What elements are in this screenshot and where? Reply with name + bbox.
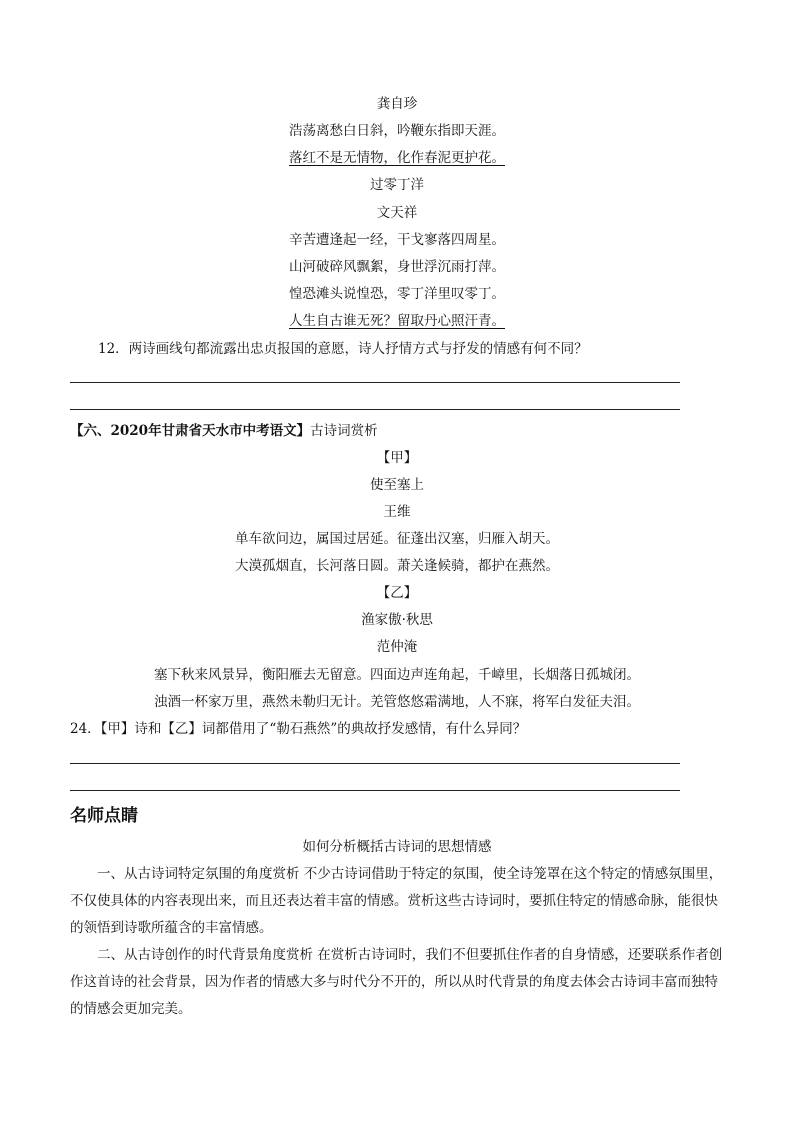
- jia-title: 使至塞上: [370, 477, 424, 493]
- yi-line-2: 浊酒一杯家万里，燕然未勒归无计。羌管悠悠霜满地，人不寐，将军白发征夫泪。: [154, 694, 640, 710]
- tips-paragraph-2: 二、从古诗创作的时代背景角度赏析 在赏析古诗词时，我们不但要抓住作者的自身情感，还要联系作者创作这首诗的社会背景，因为作者的情感大多与时代分不开的，所以从时代背景的角度去体会古诗词丰富而独特的情感会更加完美。: [70, 947, 723, 1017]
- section-6-source: 【六、2020年甘肃省天水市中考语文】: [70, 423, 311, 439]
- answer-line: [70, 790, 680, 791]
- underlined-verse: 落红不是无情物，化作春泥更护花。: [289, 150, 505, 166]
- section-6-header: [70, 422, 378, 440]
- yi-author: 范仲淹: [376, 639, 418, 655]
- question-12: 12．两诗画线句都流露出忠贞报国的意愿，诗人抒情方式与抒发的情感有何不同？: [98, 341, 588, 357]
- underlined-verse: 人生自古谁无死？留取丹心照汗青。: [289, 313, 505, 329]
- poem1-line-2-underlined: [0, 149, 794, 167]
- tips-subtitle: 如何分析概括古诗词的思想情感: [302, 839, 492, 855]
- poem1-author: 龚自珍: [376, 96, 418, 112]
- answer-line: [70, 409, 680, 410]
- poem2-line-3: 惶恐滩头说惶恐，零丁洋里叹零丁。: [289, 286, 505, 302]
- jia-tag: 【甲】: [376, 450, 418, 466]
- jia-line-2: 大漠孤烟直，长河落日圆。萧关逢候骑，都护在燕然。: [235, 558, 559, 574]
- poem2-title: 过零丁洋: [370, 177, 424, 193]
- tips-heading: 名师点睛: [70, 806, 138, 826]
- poem2-line-4-underlined: [0, 312, 794, 330]
- tips-paragraph-1: 一、从古诗词特定氛围的角度赏析 不少古诗词借助于特定的氛围，使全诗笼罩在这个特定的情感氛围里，不仅使具体的内容表现出来，而且还表达着丰富的情感。赏析这些古诗词时，要抓住特定的情感命脉，能很快的领悟到诗歌所蕴含的丰富情感。: [70, 866, 723, 936]
- yi-tag: 【乙】: [376, 585, 418, 601]
- jia-author: 王维: [383, 504, 411, 520]
- yi-line-1: 塞下秋来风景异，衡阳雁去无留意。四面边声连角起，千嶂里，长烟落日孤城闭。: [154, 667, 640, 683]
- answer-line: [70, 382, 680, 383]
- poem1-line-1: 浩荡离愁白日斜，吟鞭东指即天涯。: [289, 123, 505, 139]
- tips-body: [70, 861, 724, 1023]
- poem2-line-1: 辛苦遭逢起一经，干戈寥落四周星。: [289, 232, 505, 248]
- section-6-title: 古诗词赏析: [310, 423, 378, 439]
- answer-line: [70, 763, 680, 764]
- jia-line-1: 单车欲问边，属国过居延。征蓬出汉塞，归雁入胡天。: [235, 531, 559, 547]
- poem2-line-2: 山河破碎风飘絮，身世浮沉雨打萍。: [289, 259, 505, 275]
- question-24: 24．【甲】诗和【乙】词都借用了“勒石燕然”的典故抒发感情，有什么异同？: [70, 721, 527, 737]
- yi-title: 渔家傲·秋思: [361, 612, 433, 628]
- poem2-author: 文天祥: [376, 205, 418, 221]
